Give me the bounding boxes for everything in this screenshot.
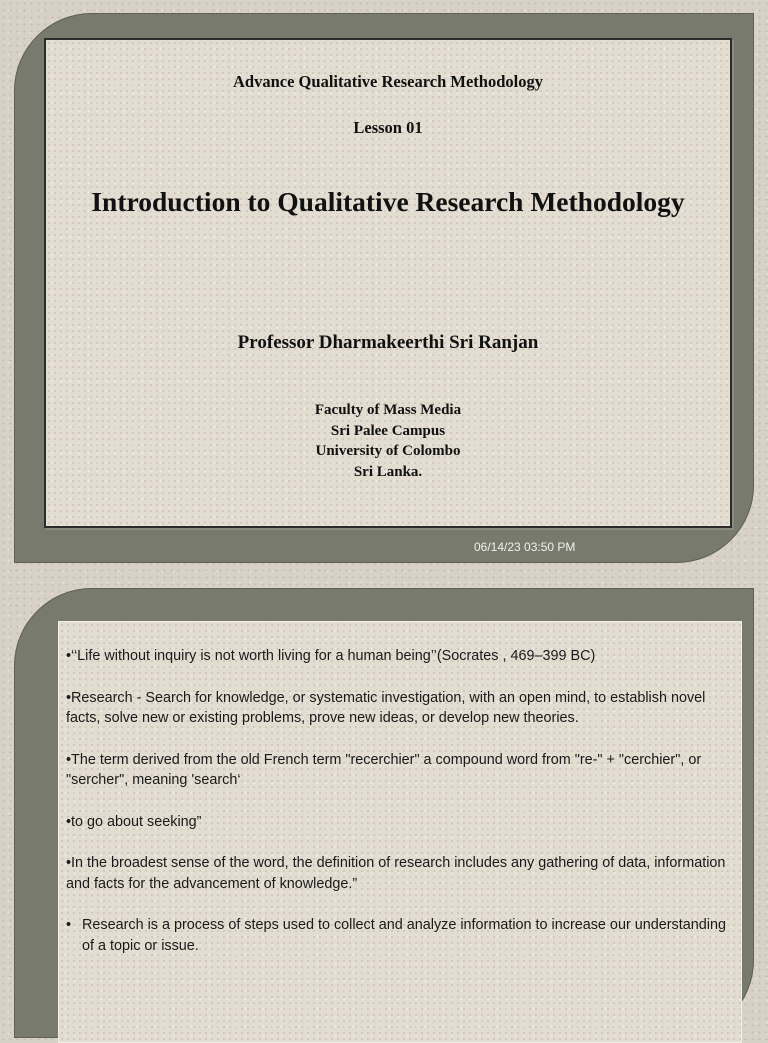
bullet-list — [66, 646, 732, 977]
bullet-etymology: •The term derived from the old French term "recerchier" a compound word from "re-" + "cerchier", or "sercher", meaning 'search‘ — [66, 751, 702, 788]
affiliation-block — [46, 400, 730, 482]
bullet-socrates-quote: •‘‘Life without inquiry is not worth living for a human being’’(Socrates , 469–399 BC) — [66, 648, 596, 664]
bullet-seeking: •to go about seeking” — [66, 813, 202, 830]
affiliation-country: Sri Lanka. — [353, 463, 423, 480]
slide-title: Introduction to Qualitative Research Methodology — [91, 186, 685, 217]
content-slide — [14, 588, 754, 1038]
author-name: Professor Dharmakeerthi Sri Ranjan — [237, 332, 539, 353]
bullet-broad-definition: •In the broadest sense of the word, the definition of research includes any gathering of data, information and facts for the advancement of knowledge.” — [66, 855, 726, 892]
bullet-research-process-text: Research is a process of steps used to collect and analyze information to increase our understanding of a topic or issue. — [82, 917, 726, 954]
affiliation-campus: Sri Palee Campus — [330, 422, 446, 439]
slide-timestamp: 06/14/23 03:50 PM — [474, 540, 576, 554]
affiliation-faculty: Faculty of Mass Media — [314, 402, 462, 418]
course-title: Advance Qualitative Research Methodology — [233, 72, 543, 91]
bullet-research-definition: •Research - Search for knowledge, or systematic investigation, with an open mind, to establish novel facts, solve new or existing problems, prove new ideas, or develop new theories. — [66, 689, 706, 726]
title-slide — [14, 13, 754, 563]
bullet-research-process — [66, 915, 732, 956]
lesson-label: Lesson 01 — [353, 118, 423, 137]
title-slide-content — [44, 38, 732, 528]
content-slide-body — [58, 621, 742, 1043]
bullet-marker: • — [66, 917, 72, 933]
affiliation-university: University of Colombo — [315, 443, 461, 459]
